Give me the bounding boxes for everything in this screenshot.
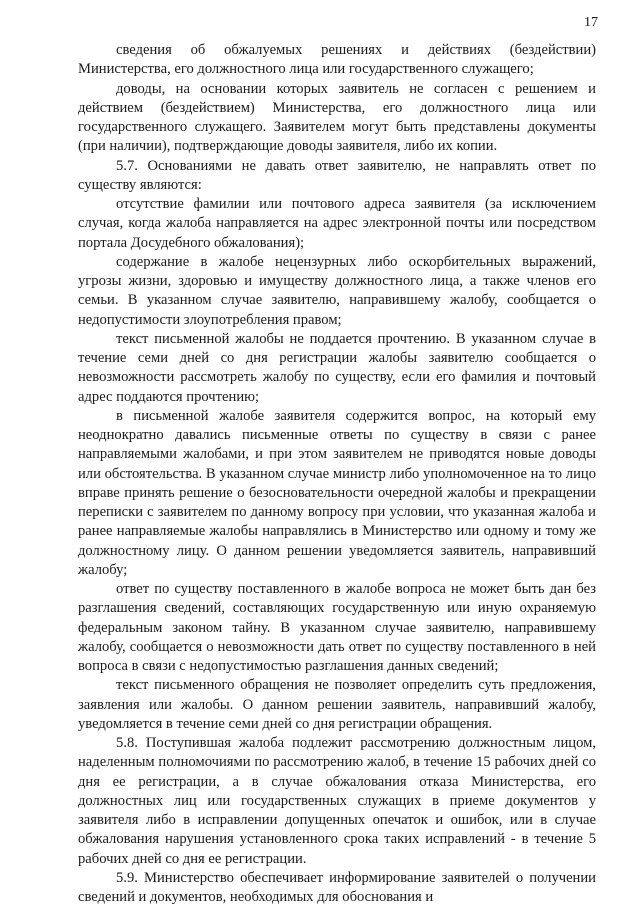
paragraph: сведения об обжалуемых решениях и действиях (бездействии) Министерства, его должностного лица или государственного служащего;: [78, 42, 596, 78]
paragraph: текст письменного обращения не позволяет определить суть предложения, заявления или жалобы. О данном решении заявитель, направивший жалобу, уведомляется в течение семи дней со дня регистрации обращения.: [78, 677, 596, 732]
page-number: 17: [584, 15, 598, 30]
document-body: [78, 41, 596, 907]
paragraph: ответ по существу поставленного в жалобе вопроса не может быть дан без разглашения сведений, составляющих государственную или иную охраняемую федеральным законом тайну. В указанном случае заявителю, направившему жалобу, сообщается о невозможности дать ответ по существу поставленного в ней вопроса в связи с недопустимостью разглашения данных сведений;: [78, 581, 596, 674]
paragraph: доводы, на основании которых заявитель не согласен с решением и действием (бездействием) Министерства, его должностного лица или государственного служащего. Заявителем могут быть представлены документы (при наличии), подтверждающие доводы заявителя, либо их копии.: [78, 80, 596, 155]
paragraph: 5.8. Поступившая жалоба подлежит рассмотрению должностным лицом, наделенным полномочиями по рассмотрению жалоб, в течение 15 рабочих дней со дня ее регистрации, а в случае обжалования отказа Министерства, его должностных лиц или государственных служащих в приеме документов у заявителя либо в исправлении допущенных опечаток и ошибок, или в случае обжалования нарушения установленного срока таких исправлений - в течение 5 рабочих дней со дня ее регистрации.: [78, 735, 596, 867]
paragraph: 5.7. Основаниями не давать ответ заявителю, не направлять ответ по существу являются:: [78, 157, 596, 193]
paragraph: в письменной жалобе заявителя содержится вопрос, на который ему неоднократно давались письменные ответы по существу в связи с ранее направляемыми жалобами, и при этом заявителем не приводятся новые доводы или обстоятельства. В указанном случае министр либо уполномоченное на то лицо вправе принять решение о безосновательности очередной жалобы и прекращении переписки с заявителем по данному вопросу при условии, что указанная жалоба и ранее направляемые жалобы направлялись в Министерство или одному и тому же должностному лицу. О данном решении уведомляется заявитель, направивший жалобу;: [78, 407, 596, 578]
paragraph: 5.9. Министерство обеспечивает информирование заявителей о получении сведений и документов, необходимых для обоснования и: [78, 869, 596, 905]
paragraph: текст письменной жалобы не поддается прочтению. В указанном случае в течение семи дней со дня регистрации жалобы заявителю сообщается о невозможности рассмотреть жалобу по существу, если его фамилия и почтовый адрес поддаются прочтению;: [78, 330, 596, 405]
paragraph: отсутствие фамилии или почтового адреса заявителя (за исключением случая, когда жалоба направляется на адрес электронной почты или посредством портала Досудебного обжалования);: [78, 196, 596, 251]
paragraph: содержание в жалобе нецензурных либо оскорбительных выражений, угрозы жизни, здоровью и имуществу должностного лица, а также членов его семьи. В указанном случае заявителю, направившему жалобу, сообщается о недопустимости злоупотребления правом;: [78, 253, 596, 328]
